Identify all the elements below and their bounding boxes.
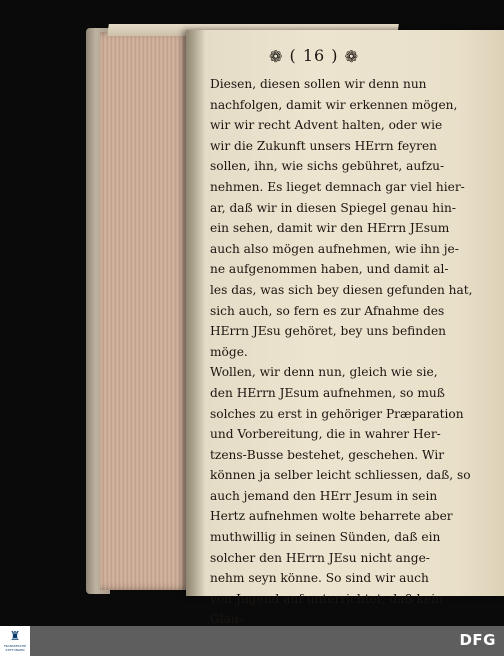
text-line: und Vorbereitung, die in wahrer Her- — [210, 427, 441, 442]
text-line: muthwillig in seinen Sünden, daß ein — [210, 530, 441, 545]
institution-logo[interactable] — [0, 626, 30, 656]
text-line: können ja selber leicht schliessen, daß, so — [210, 468, 471, 483]
text-line: Wollen, wir denn nun, gleich wie sie, — [210, 365, 438, 380]
text-line: Glau- — [210, 612, 243, 626]
text-line: solches zu erst in gehöriger Præparation — [210, 406, 464, 421]
dfg-logo[interactable]: DFG — [459, 631, 496, 649]
page-header — [224, 46, 404, 66]
text-line: ein sehen, damit wir den HErrn JEsum — [210, 221, 450, 236]
ornament-left-icon: ❁ — [268, 47, 284, 66]
text-line: wir wir recht Advent halten, oder wie — [210, 118, 443, 133]
text-line: ne aufgenommen haben, und damit al- — [210, 262, 449, 277]
building-icon: ♜ — [9, 629, 21, 643]
text-line: nehm seyn könne. So sind wir auch — [210, 571, 429, 586]
text-line: sich auch, so fern es zur Afnahme des — [210, 303, 445, 318]
text-line: ar, daß wir in diesen Spiegel genau hin- — [210, 200, 456, 215]
text-line: Diesen, diesen sollen wir denn nun — [210, 77, 427, 91]
page-number: ( 16 ) — [289, 46, 339, 65]
text-line: les das, was sich bey diesen gefunden hat, — [210, 282, 473, 297]
ornament-right-icon: ❁ — [344, 47, 359, 66]
text-line: solcher den HErrn JEsu nicht ange- — [210, 550, 430, 565]
text-line: HErrn JEsu gehöret, bey uns befinden — [210, 324, 447, 339]
text-line: wir die Zukunft unsers HErrn feyren — [210, 138, 438, 153]
text-line: Hertz aufnehmen wolte beharrete aber — [210, 509, 453, 524]
text-line: möge. — [210, 344, 248, 359]
text-line: auch also mögen aufnehmen, wie ihn je- — [210, 241, 459, 256]
footer-bar — [0, 626, 504, 656]
text-line: von Jugend auf unterrichtet, daß kein — [210, 591, 443, 606]
page-gutter-shadow — [186, 30, 206, 596]
text-line: sollen, ihn, wie sichs gebühret, aufzu- — [210, 159, 445, 174]
text-line: tzens-Busse bestehet, geschehen. Wir — [210, 447, 445, 462]
text-line: nachfolgen, damit wir erkennen mögen, — [210, 97, 458, 112]
page-text — [210, 74, 490, 626]
page-stack-edge — [100, 32, 192, 590]
text-line: den HErrn JEsum aufnehmen, so muß — [210, 385, 445, 400]
text-line: auch jemand den HErr Jesum in sein — [210, 488, 438, 503]
logo-text: FRANCKESCHE STIFTUNGEN — [3, 644, 27, 652]
text-line: nehmen. Es lieget demnach gar viel hier- — [210, 179, 465, 194]
